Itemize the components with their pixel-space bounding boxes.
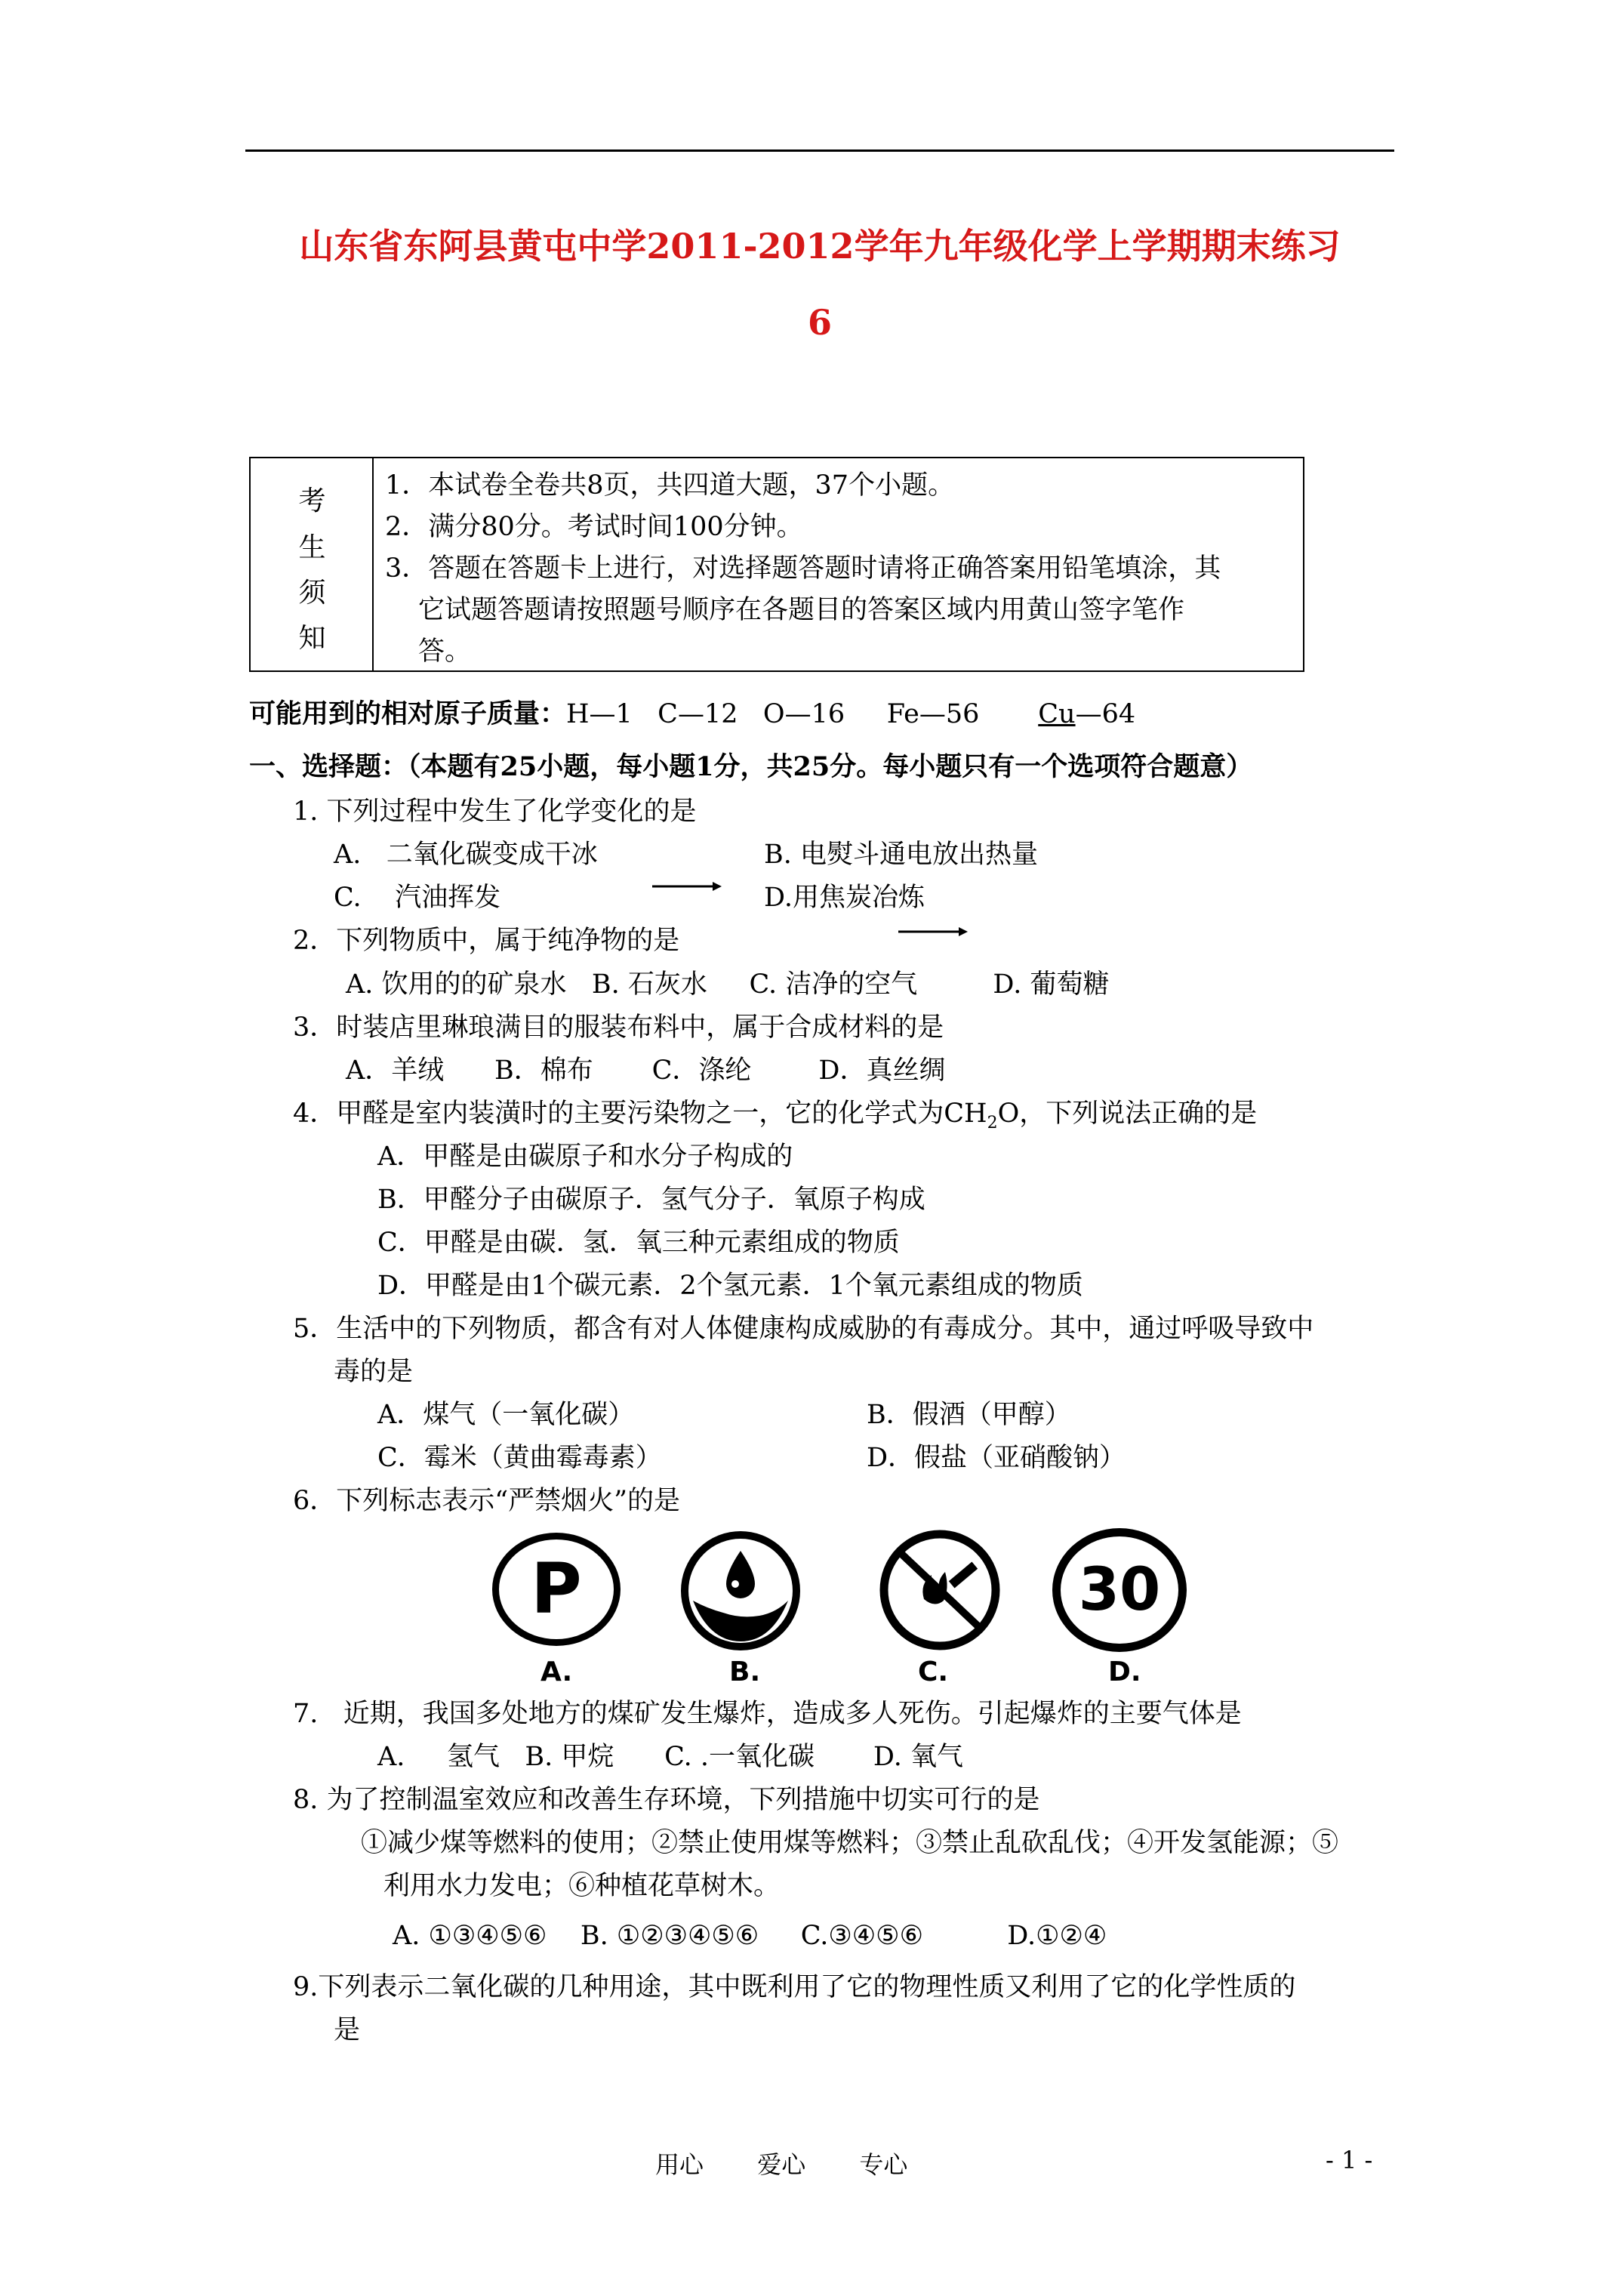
question-1-option-b: B. 电熨斗通电放出热量 — [764, 840, 1038, 870]
exam-notice-table — [249, 457, 1304, 672]
question-9-stem-cont: 是 — [334, 2015, 361, 2045]
question-9-stem: 9.下列表示二氧化碳的几种用途，其中既利用了它的物理性质又利用了它的化学性质的 — [293, 1972, 1296, 2002]
question-4-option-d: D．甲醛是由1个碳元素．2个氢元素．1个氧元素组成的物质 — [377, 1271, 1083, 1301]
notice-line: 3．答题在答题卡上进行，对选择题答题时请将正确答案用铅笔填涂，其 — [385, 553, 1221, 584]
question-4-option-a: A．甲醛是由碳原子和水分子构成的 — [377, 1142, 793, 1172]
question-5-option-c: C．霉米（黄曲霉毒素） — [377, 1443, 662, 1473]
question-4-stem — [293, 1093, 1257, 1133]
sign-label-b: B. — [729, 1657, 761, 1687]
question-1-option-d: D.用焦炭冶炼 — [764, 883, 925, 913]
notice-label-char: 须 — [298, 578, 326, 609]
question-4-option-b: B．甲醛分子由碳原子．氢气分子．氧原子构成 — [377, 1185, 925, 1215]
page-title: 山东省东阿县黄屯中学2011-2012学年九年级化学上学期期末练习 — [299, 226, 1341, 267]
section-header: 一、选择题：（本题有25小题，每小题1分，共25分。每小题只有一个选项符合题意） — [249, 751, 1253, 782]
notice-label-char: 考 — [298, 485, 326, 516]
sign-label-c: C. — [918, 1657, 949, 1687]
question-8-options: A. ①③④⑤⑥ B. ①②③④⑤⑥ C.③④⑤⑥ D.①②④ — [393, 1921, 1107, 1951]
question-7-options: A. 氢气 B. 甲烷 C. .一氧化碳 D. 氧气 — [377, 1742, 963, 1772]
question-3-stem: 3．时装店里琳琅满目的服装布料中，属于合成材料的是 — [293, 1012, 944, 1043]
notice-line: 答。 — [418, 636, 472, 667]
parking-sign-letter: P — [531, 1549, 582, 1629]
page-number: - 1 - — [1326, 2146, 1373, 2174]
header-rule — [245, 149, 1394, 152]
question-4-stem-text: O，下列说法正确的是 — [997, 1099, 1258, 1129]
footer-motto: 用心 爱心 专心 — [655, 2150, 908, 2179]
question-1-option-a: A. 二氧化碳变成干冰 — [334, 840, 598, 870]
question-1-option-c: C. 汽油挥发 — [334, 883, 501, 913]
question-1-stem: 1. 下列过程中发生了化学变化的是 — [293, 797, 697, 827]
notice-line: 它试题答题请按照题号顺序在各题目的答案区域内用黄山签字笔作 — [418, 595, 1185, 625]
page-title-number: 6 — [807, 302, 832, 343]
question-8-stem: 8. 为了控制温室效应和改善生存环境，下列措施中切实可行的是 — [293, 1785, 1040, 1815]
atomic-mass-label: 可能用到的相对原子质量： — [249, 698, 567, 729]
question-5-option-b: B．假酒（甲醇） — [867, 1400, 1071, 1430]
question-5-stem-cont: 毒的是 — [334, 1357, 414, 1387]
notice-line: 2．满分80分。考试时间100分钟。 — [385, 512, 803, 542]
formula-subscript: 2 — [987, 1114, 998, 1133]
notice-label-cell — [251, 458, 374, 670]
parking-sign-icon — [492, 1533, 621, 1646]
question-2-options: A. 饮用的的矿泉水 B. 石灰水 C. 洁净的空气 D. 葡萄糖 — [346, 969, 1110, 1000]
no-fire-sign-icon — [870, 1527, 1010, 1653]
arrow-icon — [651, 877, 723, 895]
question-5-option-d: D．假盐（亚硝酸钠） — [867, 1443, 1126, 1473]
speed-limit-number: 30 — [1078, 1556, 1161, 1624]
question-2-stem: 2．下列物质中，属于纯净物的是 — [293, 926, 680, 956]
question-4-stem-text: 4．甲醛是室内装潢时的主要污染物之一，它的化学式为CH — [293, 1099, 987, 1129]
water-hand-sign-icon — [670, 1528, 811, 1653]
question-5-stem: 5．生活中的下列物质，都含有对人体健康构成威胁的有毒成分。其中，通过呼吸导致中 — [293, 1314, 1314, 1344]
question-4-option-c: C．甲醛是由碳．氢．氧三种元素组成的物质 — [377, 1228, 900, 1258]
question-5-option-a: A．煤气（一氧化碳） — [377, 1400, 635, 1430]
notice-line: 1．本试卷全卷共8页，共四道大题，37个小题。 — [385, 470, 955, 501]
question-6-stem: 6．下列标志表示“严禁烟火”的是 — [293, 1486, 681, 1516]
question-3-options: A．羊绒 B．棉布 C．涤纶 D．真丝绸 — [346, 1056, 946, 1086]
question-7-stem: 7. 近期，我国多处地方的煤矿发生爆炸，造成多人死伤。引起爆炸的主要气体是 — [293, 1699, 1242, 1729]
speed-limit-sign-icon — [1052, 1528, 1187, 1652]
sign-label-a: A. — [540, 1657, 573, 1687]
notice-label-char: 知 — [298, 623, 326, 654]
sign-label-d: D. — [1108, 1657, 1141, 1687]
question-8-statement-cont: 利用水力发电；⑥种植花草树木。 — [383, 1871, 781, 1901]
copper-symbol: Cu — [1038, 699, 1076, 729]
notice-label-char: 生 — [298, 532, 326, 563]
atomic-mass-line — [249, 693, 1135, 731]
atomic-mass-values: H—1 C—12 O—16 Fe—56 — [566, 699, 1039, 729]
question-8-statement: ①减少煤等燃料的使用；②禁止使用煤等燃料；③禁止乱砍乱伐；④开发氢能源；⑤ — [361, 1828, 1339, 1858]
arrow-icon — [897, 923, 969, 941]
copper-mass: —64 — [1075, 699, 1136, 729]
